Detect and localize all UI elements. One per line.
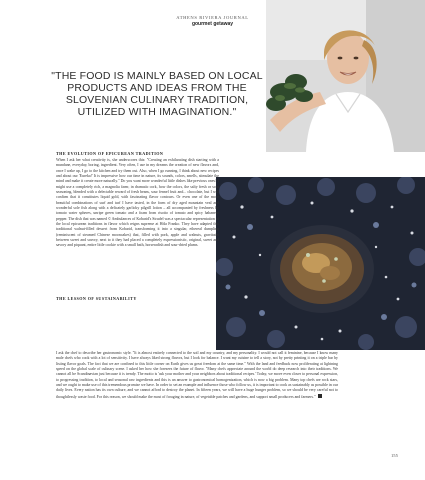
- section-evolution: [56, 151, 219, 249]
- section-name: gourmet getaway: [191, 21, 234, 27]
- section-heading: THE LESSON OF SUSTAINABILITY: [56, 296, 137, 301]
- magazine-header: [150, 14, 275, 27]
- dish-photo: [216, 177, 425, 350]
- section-sustainability: [56, 296, 219, 303]
- pull-quote: "THE FOOD IS MAINLY BASED ON LOCAL PRODUCTS AND IDEAS FROM THE SLOVENIAN CULINARY TRADITION, UTILIZED WITH IMAGINATION.": [51, 70, 263, 118]
- section-sustainability-body: [56, 351, 338, 400]
- section-body: I ask the chef to describe her gastronomic style. "It is almost entirely connected to the soil and my country, and my personality. I would not call it feminine, because I know many male chefs who cook with a lot of sensitivity. I have always liked strong flavors, but I look for balance. I want my cuisine to tell a story, not by pretty printing it on a triple bar by listing flavor goals. The fact that we are confined to this little corner on Earth gives us great freedom at the same time." With the land and feedback now proliferating at lightning speed on the global scale of culinary scene. I asked her how she foresees the future of flavor. "Many chefs appreciate around the world do deep research into their traditions. We cannot all be Scandinavian just because it is trendy. The motto is 'ask your mother and your neighbors about traditional recipes.' Today, we move even closer to personal expression, to progressing tradition, to local and seasonal raw ingredients and this is an answer to gastronomical homogenization, which is now a big problem. Many top chefs are rock stars, and we ought to make use of this tremendous promise we have. In order to set an example and influence those who follow us, it is important to cook as sustainably as possible in our daily lives. Every nation has its own culture, and we cannot afford to destroy the planet. In fifteen years, we will have a huge hunger problem, so we should be very careful not to thoughtlessly waste food. For this reason, we should make the most of foraging in nature, of vegetable patches and gardens, and support small producers and farmers.": [56, 351, 338, 399]
- chef-photo: [266, 0, 425, 152]
- section-body: When I ask her what creativity is, she underscores this: "Creating an exhilarating dish starting with a mundane, everyday, boring, ingredient. Very often, I use in my dreams the creation of new flavors and, once I wake up, I go to the kitchen and try them out. Also, when I go running, I think about new recipes and about our 'Eureka!' It is impressive how our time in nature, its sounds, colors, smells, stimulate the mind and make it create more naturally." Do you want more wonderful little dishes like previous ones? I might use a completely rich, a magnolia farm; in dramatic cork, how the colors, the salty fresh or sour seasoning, blended with a delectable reward of fresh beans, sour fennel fruit and... chocolate, but I will confirm that it constitutes liquid gold, with fascinating flavor contours. Or even one of the more beautiful combinations of surf and turf I have tasted, in the form of dry aged mountain veal and wonderful sole fish along with a delicately garlicky pilgrill lotion – all accompanied by freshness by tomato water spheres, unripe green tomato and a foam from risotto of tomato and spicy habanero pepper. The dish that was named © Ambulances of Kobarid's Strudel was a spectacular representation of the local epicurean traditions in flavor which reigns supreme at Hiša Franko. They have adapted this traditional walnut-filled dessert from Kobarid, transforming it into a singular, ethereal dumpling (reminiscent of steamed Chinese mooncakes) that, filled with pork, apple and walnuts, gravitates between sweet and savory, next to it they had placed a completely expressionistic, original, sweet and savory and piquant, entire little cookie with a small bath, horseradish and sour-dried plums.: [56, 157, 219, 248]
- page-number: 155: [391, 453, 398, 458]
- section-heading: THE EVOLUTION OF EPICUREAN TRADITION: [56, 151, 164, 156]
- end-mark: [318, 394, 322, 398]
- magazine-name: ATHENS RIVIERA JOURNAL: [176, 15, 249, 20]
